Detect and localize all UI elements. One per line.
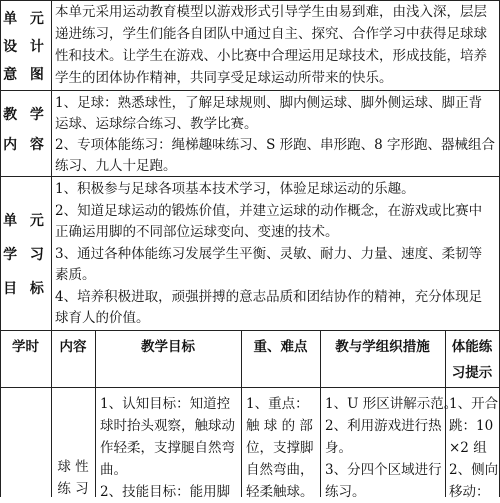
header-organization: 教与学组织措施 bbox=[335, 339, 430, 355]
learning-goals-label-line: 单 元 bbox=[3, 213, 48, 229]
row1-fitness-line: 2、侧向 bbox=[449, 462, 499, 478]
label-column-divider bbox=[51, 0, 52, 497]
row1-objective-line: 2、技能目标：能用脚 bbox=[100, 484, 231, 500]
teaching-content-text-line: 运球、运球综合练习、教学比赛。 bbox=[55, 116, 258, 132]
teaching-content-text-line: 练习、九人十足跑。 bbox=[55, 158, 177, 174]
learning-goals-text-line: 3、通过各种体能练习发展学生平衡、灵敏、耐力、力量、速度、柔韧等 bbox=[55, 246, 483, 262]
design-intent-label-line: 设 计 bbox=[3, 39, 48, 55]
row1-objective-line: 曲。 bbox=[100, 462, 127, 478]
teaching-content-label-line: 内 容 bbox=[3, 137, 48, 153]
row1-organization-line: 1、U 形区讲解示范。 bbox=[325, 396, 458, 412]
learning-goals-text-line: 2、知道足球运动的锻炼价值，并建立运球的动作概念，在游戏或比赛中 bbox=[55, 203, 483, 219]
header-objective: 教学目标 bbox=[141, 339, 195, 355]
teaching-content-text-line: 1、足球：熟悉球性，了解足球规则、脚内侧运球、脚外侧运球、脚正背 bbox=[55, 95, 483, 111]
row1-organization-line: 身。 bbox=[325, 440, 352, 456]
design-intent-text-line: 递进练习，学生们能各自团队中通过自主、探究、合作学习中获得足球球 bbox=[55, 26, 487, 42]
learning-goals-text-line: 4、培养积极进取，顽强拼搏的意志品质和团结协作的精神，充分体现足 bbox=[55, 289, 483, 305]
row1-key-point-line: 1、重点： bbox=[246, 396, 309, 412]
design-intent-text-line: 性和技术。让学生在游戏、小比赛中合理运用足球技术，形成技能，培养 bbox=[55, 48, 487, 64]
row-divider bbox=[0, 330, 500, 331]
design-intent-text-line: 本单元采用运动教育模型以游戏形式引导学生由易到难，由浅入深，层层 bbox=[55, 4, 487, 20]
design-intent-label-line: 意 图 bbox=[3, 67, 48, 83]
row1-key-point-line: 轻柔触球。 bbox=[246, 484, 314, 500]
row1-content-line: 练 习 bbox=[57, 481, 89, 497]
header-content: 内容 bbox=[59, 339, 87, 355]
learning-goals-text-line: 素质。 bbox=[55, 267, 96, 283]
row1-organization-line: 2、利用游戏进行热 bbox=[325, 418, 442, 434]
learning-goals-text-line: 1、积极参与足球各项基本技术学习，体验足球运动的乐趣。 bbox=[55, 181, 415, 197]
design-intent-label-line: 单 元 bbox=[3, 11, 48, 27]
header-fitness-tips: 体能练 bbox=[451, 339, 493, 355]
row-divider bbox=[0, 90, 500, 91]
row1-objective-line: 球时抬头观察，触球动 bbox=[100, 418, 235, 434]
header-lesson: 学时 bbox=[12, 339, 39, 355]
row1-fitness-line: 1、开合 bbox=[449, 396, 499, 412]
row1-content-line: 球 性 bbox=[57, 459, 89, 475]
row-divider bbox=[0, 387, 500, 388]
row1-objective-line: 作轻柔，支撑腿自然弯 bbox=[100, 440, 235, 456]
row1-fitness-line: ×2 组 bbox=[449, 440, 487, 456]
teaching-content-text-line: 2、专项体能练习：绳梯趣味练习、S 形跑、串形跑、8 字形跑、器械组合 bbox=[55, 137, 496, 153]
row1-fitness-line: 移动： bbox=[449, 484, 490, 500]
learning-goals-label-line: 学 习 bbox=[3, 247, 48, 263]
header-key-points: 重、难点 bbox=[253, 339, 308, 355]
row1-key-point-line: 触 球 的 部 bbox=[246, 418, 313, 434]
header-fitness-tips: 习提示 bbox=[451, 365, 493, 381]
row1-organization-line: 3、分四个区域进行 bbox=[325, 462, 442, 478]
learning-goals-label-line: 目 标 bbox=[3, 281, 48, 297]
row1-objective-line: 1、认知目标：知道控 bbox=[100, 396, 231, 412]
learning-goals-text-line: 球育人的价值。 bbox=[55, 310, 150, 326]
teaching-content-label-line: 教 学 bbox=[3, 107, 48, 123]
row1-key-point-line: 位，支撑脚 bbox=[246, 440, 314, 456]
learning-goals-text-line: 正确运用脚的不同部位运球变向、变速的技术。 bbox=[55, 224, 339, 240]
design-intent-text-line: 学生的团体协作精神，共同享受足球运动所带来的快乐。 bbox=[55, 70, 393, 86]
row1-fitness-line: 跳：10 bbox=[449, 418, 494, 434]
row1-organization-line: 练习。 bbox=[325, 484, 366, 500]
row1-key-point-line: 自然弯曲， bbox=[246, 462, 314, 478]
